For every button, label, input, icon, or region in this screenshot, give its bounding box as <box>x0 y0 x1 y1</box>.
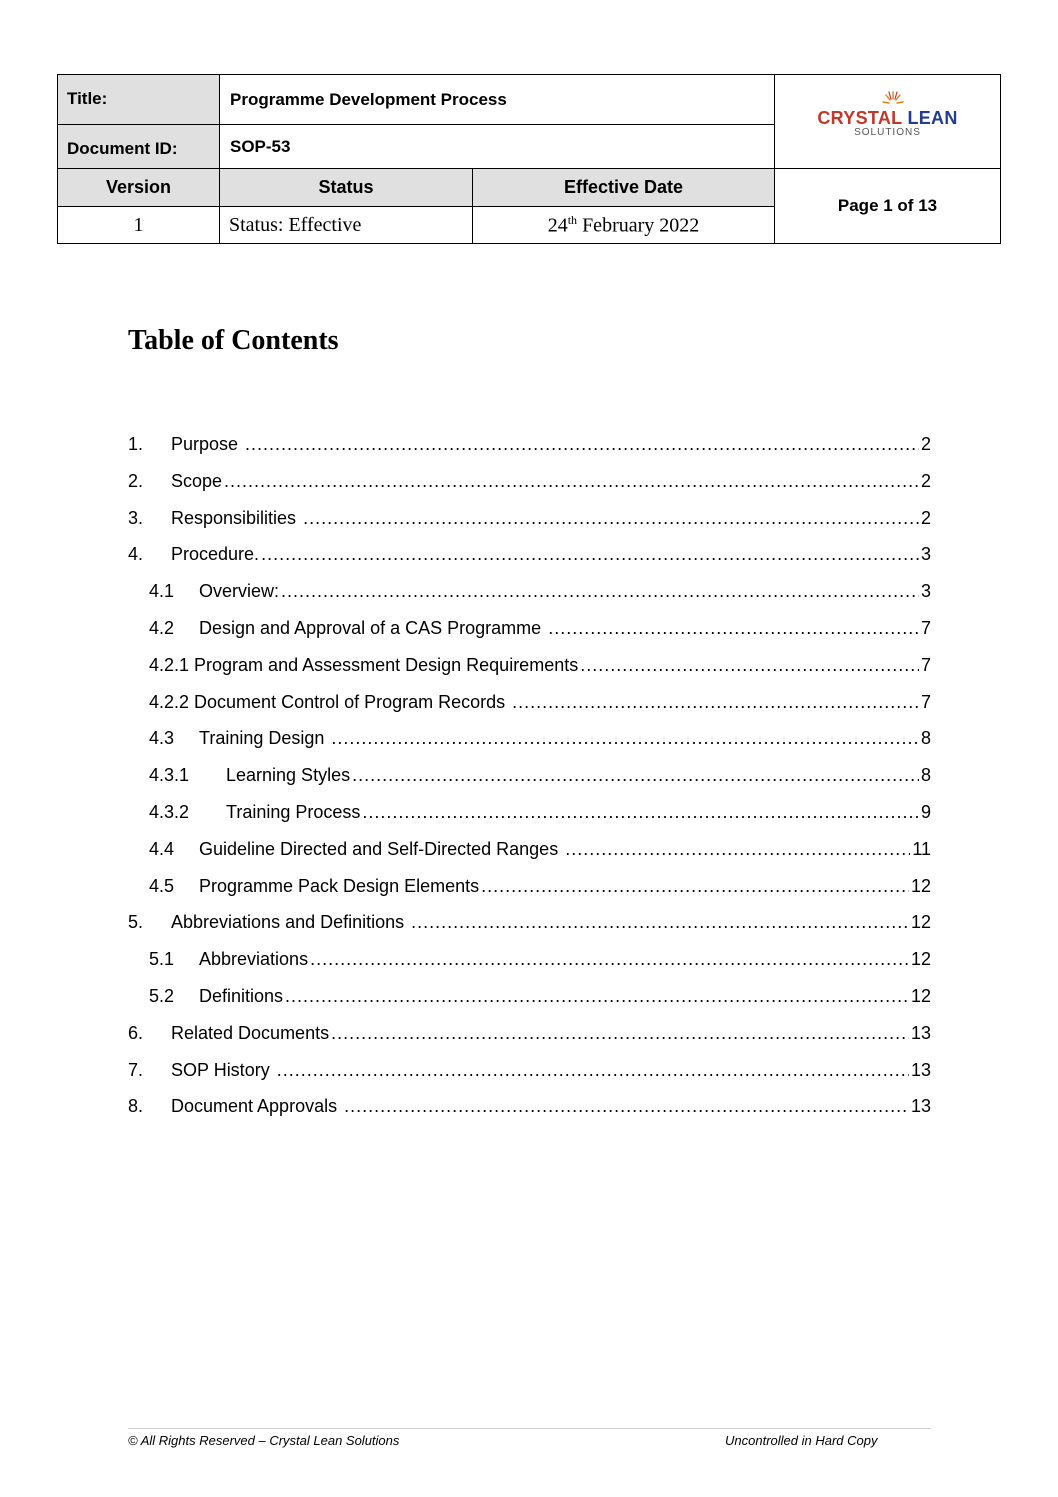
toc-entry[interactable] <box>128 508 931 545</box>
logo-cell <box>775 75 1001 169</box>
toc-entry-page: 13 <box>910 1059 931 1080</box>
toc-entry-page: 12 <box>910 985 931 1006</box>
toc-entry[interactable] <box>128 1023 931 1060</box>
toc-entry-page: 2 <box>920 434 931 454</box>
toc-entry-text: Training Process <box>226 801 361 822</box>
toc-dot-leader <box>331 1023 909 1044</box>
toc-entry[interactable] <box>128 728 931 765</box>
document-id-value: SOP-53 <box>220 125 775 169</box>
toc-entry[interactable] <box>128 692 931 729</box>
toc-entry[interactable] <box>128 618 931 655</box>
toc-entry-number: 4. <box>128 544 144 565</box>
toc-entry-number: 4.1 <box>149 581 175 602</box>
toc-dot-leader <box>548 618 919 639</box>
toc-entry-number: 4.3.1 <box>149 765 190 786</box>
toc-entry-text: Document Approvals <box>171 1096 343 1117</box>
toc-entry[interactable] <box>128 544 931 581</box>
toc-dot-leader <box>344 1096 909 1117</box>
toc-entry-page: 8 <box>920 765 931 786</box>
toc-entry-page: 7 <box>920 691 931 712</box>
toc-entry-page: 9 <box>920 801 931 822</box>
toc-dot-leader <box>281 581 919 602</box>
toc-entry-text: Abbreviations and Definitions <box>171 912 410 933</box>
title-label: Title: <box>58 75 220 125</box>
toc-entry-number: 5.2 <box>149 985 175 1006</box>
toc-entry-text: Learning Styles <box>226 765 351 786</box>
toc-dot-leader <box>580 655 919 676</box>
toc-entry-number: 1. <box>128 434 144 454</box>
toc-entry-page: 3 <box>920 581 931 602</box>
toc-entry-number: 6. <box>128 1022 144 1043</box>
status-value: Status: Effective <box>220 207 473 244</box>
document-id-label: Document ID: <box>58 125 220 169</box>
toc-dot-leader <box>481 876 909 897</box>
toc-dot-leader <box>362 802 919 823</box>
toc-entry-text: Abbreviations <box>199 949 309 970</box>
logo-subtitle: SOLUTIONS <box>854 127 921 138</box>
toc-entry-number: 4.4 <box>149 838 175 859</box>
toc-entry-text: Overview: <box>199 581 280 602</box>
toc-entry-text: Design and Approval of a CAS Programme <box>199 617 547 638</box>
toc-entry-text: Related Documents <box>171 1022 330 1043</box>
toc-entry-page: 13 <box>910 1022 931 1043</box>
toc-entry-text: Guideline Directed and Self-Directed Ranges <box>199 838 564 859</box>
toc-dot-leader <box>352 765 919 786</box>
toc-title: Table of Contents <box>128 325 339 356</box>
toc-entry[interactable] <box>128 912 931 949</box>
toc-entry[interactable] <box>128 1096 931 1133</box>
toc-entry-page: 13 <box>910 1096 931 1117</box>
logo-wordmark: CRYSTAL LEAN <box>817 108 958 128</box>
toc-dot-leader <box>512 692 919 713</box>
effective-date-header: Effective Date <box>473 169 775 207</box>
toc-entry-text: Programme Pack Design Elements <box>199 875 480 896</box>
toc-entry-page: 8 <box>920 728 931 749</box>
toc-entry-page: 12 <box>910 912 931 933</box>
toc-entry[interactable] <box>128 471 931 508</box>
toc-entry-text: Responsibilities <box>171 507 302 528</box>
toc-entry-number: 4.3.2 <box>149 801 190 822</box>
toc-entry-text: Scope <box>171 470 223 491</box>
toc-entry-number: 7. <box>128 1059 144 1080</box>
toc-dot-leader <box>310 949 909 970</box>
toc-entry[interactable] <box>128 434 931 471</box>
toc-entry-text: Definitions <box>199 985 284 1006</box>
toc-entry-number: 4.5 <box>149 875 175 896</box>
toc-dot-leader <box>261 544 919 565</box>
toc-entry-page: 7 <box>920 617 931 638</box>
toc-entry-text: 4.2.2 Document Control of Program Records <box>149 691 511 712</box>
toc-entry[interactable] <box>128 802 931 839</box>
toc-entry-number: 8. <box>128 1096 144 1117</box>
toc-entry-number: 4.2 <box>149 617 175 638</box>
toc-dot-leader <box>277 1060 909 1081</box>
toc-entry-text: Training Design <box>199 728 330 749</box>
toc-entry[interactable] <box>128 839 931 876</box>
version-value: 1 <box>58 207 220 244</box>
toc-entry-text: SOP History <box>171 1059 275 1080</box>
toc-entry-number: 3. <box>128 507 144 528</box>
toc-entry-page: 2 <box>920 507 931 528</box>
toc-dot-leader <box>224 471 919 492</box>
toc-entry-number: 2. <box>128 470 144 491</box>
toc-entry-text: 4.2.1 Program and Assessment Design Requirements <box>149 654 579 675</box>
toc-entry[interactable] <box>128 986 931 1023</box>
toc-entry-page: 3 <box>920 544 931 565</box>
toc-entry[interactable] <box>128 655 931 692</box>
toc-entry-page: 11 <box>912 838 931 859</box>
toc-dot-leader <box>411 912 909 933</box>
toc-entry[interactable] <box>128 1060 931 1097</box>
toc-entry[interactable] <box>128 765 931 802</box>
toc-entry-page: 12 <box>910 875 931 896</box>
toc-entry-text: Purpose <box>171 434 244 454</box>
toc-dot-leader <box>331 728 919 749</box>
page-number: Page 1 of 13 <box>775 169 1001 244</box>
company-logo <box>808 89 968 149</box>
toc-entry-text: Procedure. <box>171 544 260 565</box>
version-header: Version <box>58 169 220 207</box>
footer-control-note: Uncontrolled in Hard Copy <box>725 1433 878 1448</box>
toc-dot-leader <box>285 986 909 1007</box>
toc-entry-number: 4.3 <box>149 728 175 749</box>
toc-entry[interactable] <box>128 949 931 986</box>
toc-dot-leader <box>565 839 910 860</box>
toc-entry-page: 7 <box>920 654 931 675</box>
toc-dot-leader <box>245 434 919 455</box>
document-header-table <box>57 74 1001 244</box>
toc-entry-number: 5.1 <box>149 949 175 970</box>
footer-copyright: © All Rights Reserved – Crystal Lean Solutions <box>128 1433 400 1448</box>
toc-entry-page: 12 <box>910 949 931 970</box>
table-of-contents <box>128 434 931 1133</box>
title-value: Programme Development Process <box>220 75 775 125</box>
footer-divider <box>128 1428 931 1429</box>
toc-dot-leader <box>303 508 919 529</box>
toc-entry-page: 2 <box>920 470 931 491</box>
toc-entry-number: 5. <box>128 912 144 933</box>
status-header: Status <box>220 169 473 207</box>
toc-entry[interactable] <box>128 876 931 913</box>
effective-date-value: 24th February 2022 <box>473 207 775 244</box>
toc-entry[interactable] <box>128 581 931 618</box>
